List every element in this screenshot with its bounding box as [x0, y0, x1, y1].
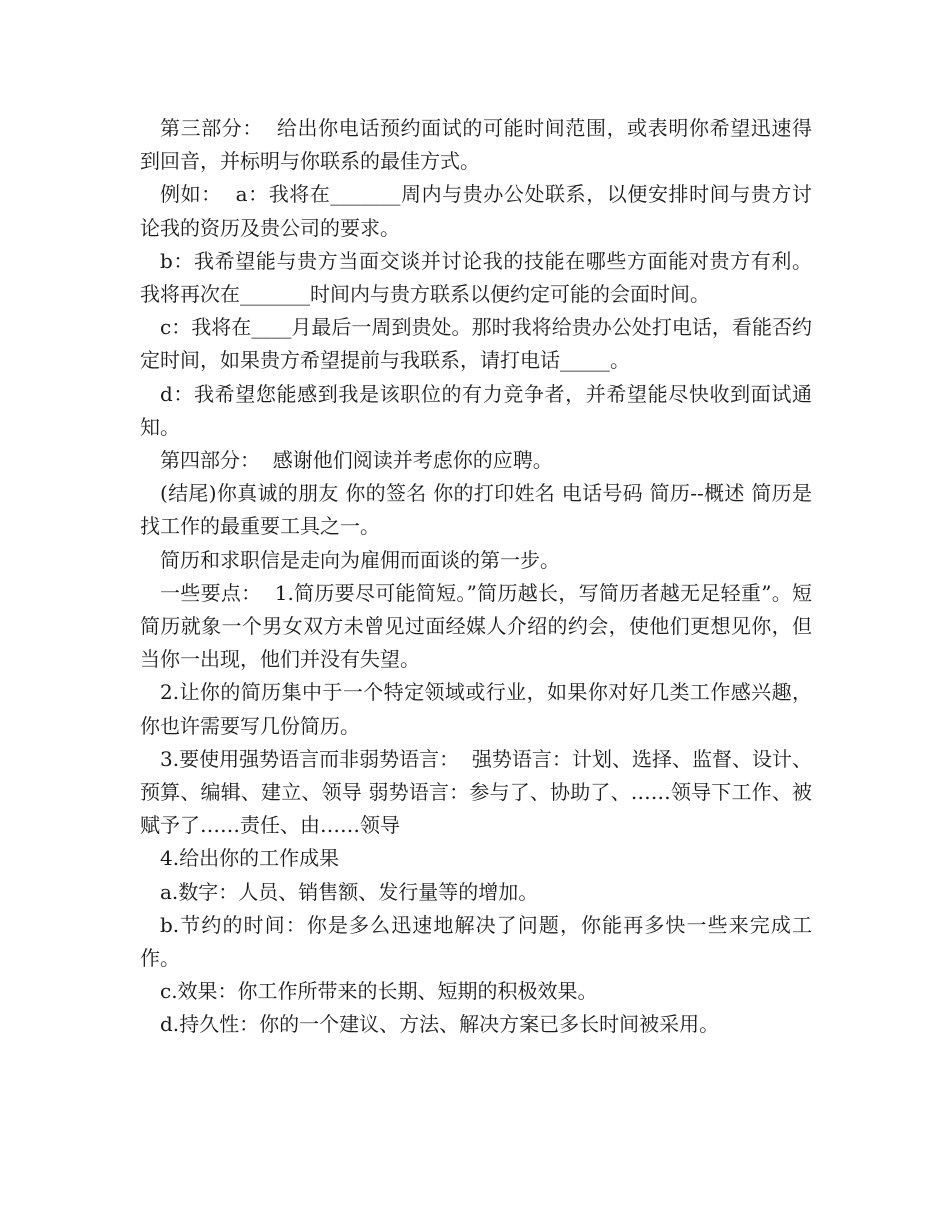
paragraph-part-three: 第三部分： 给出你电话预约面试的可能时间范围，或表明你希望迅速得到回音，并标明与你联系的最佳方式。 — [140, 116, 812, 174]
paragraph-resume-first-step: 简历和求职信是走向为雇佣而面谈的第一步。 — [160, 547, 560, 572]
paragraph-key-point-2: 2.让你的简历集中于一个特定领域或行业，如果你对好几类工作感兴趣，你也许需要写几份简历。 — [140, 680, 812, 738]
paragraph-part-four: 第四部分： 感谢他们阅读并考虑你的应聘。 — [160, 448, 553, 473]
paragraph-example-c: c：我将在____月最后一周到贵处。那时我将给贵办公处打电话，看能否约定时间，如果贵方希望提前与我联系，请打电话_____。 — [140, 315, 812, 373]
paragraph-example-d: d：我希望您能感到我是该职位的有力竞争者，并希望能尽快收到面试通知。 — [140, 381, 812, 439]
paragraph-result-a: a.数字：人员、销售额、发行量等的增加。 — [160, 879, 539, 904]
paragraph-result-b: b.节约的时间：你是多么迅速地解决了问题，你能再多快一些来完成工作。 — [140, 912, 812, 971]
paragraph-example-a: 例如： a：我将在_______周内与贵办公处联系，以便安排时间与贵方讨论我的资历及贵公司的要求。 — [140, 182, 812, 240]
document-body — [140, 112, 812, 1042]
paragraph-key-point-4: 4.给出你的工作成果 — [160, 846, 340, 871]
paragraph-result-c: c.效果：你工作所带来的长期、短期的积极效果。 — [160, 979, 598, 1004]
paragraph-closing: (结尾)你真诚的朋友 你的签名 你的打印姓名 电话号码 简历--概述 简历是找工作的最重要工具之一。 — [140, 481, 812, 539]
paragraph-key-point-3: 3.要使用强势语言而非弱势语言： 强势语言：计划、选择、监督、设计、预算、编辑、建立、领导 弱势语言：参与了、协助了、……领导下工作、被赋予了……责任、由……领导 — [140, 746, 812, 838]
paragraph-key-point-1: 一些要点： 1.简历要尽可能简短。”简历越长，写简历者越无足轻重”。短简历就象一个男女双方未曾见过面经媒人介绍的约会，使他们更想见你，但当你一出现，他们并没有失望。 — [140, 580, 812, 672]
paragraph-example-b: b：我希望能与贵方当面交谈并讨论我的技能在哪些方面能对贵方有利。我将再次在_______时间内与贵方联系以便约定可能的会面时间。 — [140, 248, 812, 307]
paragraph-result-d: d.持久性：你的一个建议、方法、解决方案已多长时间被采用。 — [160, 1012, 720, 1037]
